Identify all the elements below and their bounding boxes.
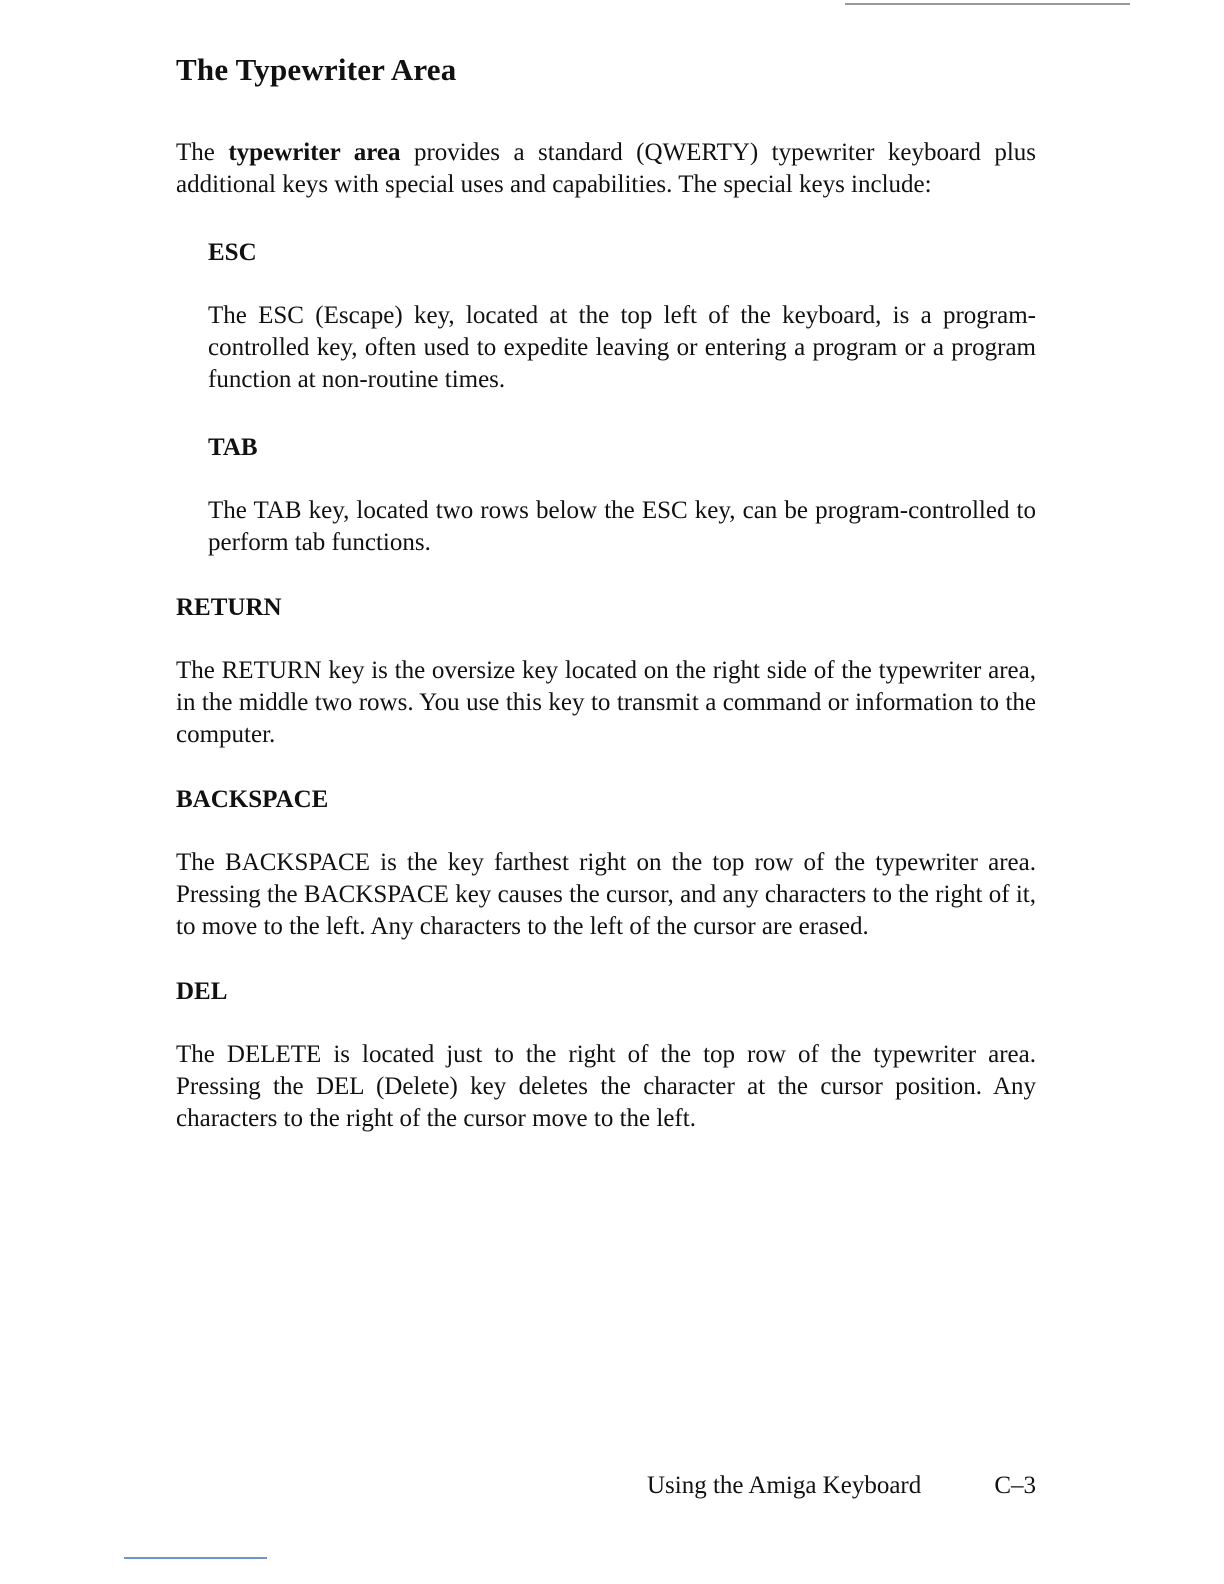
footer-title: Using the Amiga Keyboard [647,1472,922,1499]
intro-prefix: The [176,139,229,166]
section-del-text: The DELETE is located just to the right of the top row of the typewriter area. Pressing the DEL (Delete) key deletes the character at the cursor position. Any characters to the right of the cursor move to the left. [176,1041,1036,1132]
section-return-text: The RETURN key is the oversize key located on the right side of the typewriter area, in the middle two rows. You use this key to transmit a command or information to the computer. [176,657,1036,748]
section-esc-title: ESC [208,239,257,266]
section-return-title: RETURN [176,594,282,621]
section-del [176,976,1036,1135]
section-backspace [176,784,1036,943]
section-tab-title: TAB [208,434,258,461]
section-esc [176,237,1036,396]
section-backspace-title: BACKSPACE [176,786,329,813]
section-backspace-text: The BACKSPACE is the key farthest right on the top row of the typewriter area. Pressing the BACKSPACE key causes the cursor, and any characters to the right of it, to move to the left. Any characters to the left of the cursor are erased. [176,849,1036,940]
bottom-rule [124,1557,267,1559]
section-tab [176,432,1036,559]
section-esc-text: The ESC (Escape) key, located at the top left of the keyboard, is a program-controlled key, often used to expedite leaving or entering a program or a program function at non-routine times. [208,302,1036,393]
page-content [176,50,1036,1135]
intro-suffix: provides a standard (QWERTY) typewriter keyboard plus additional keys with special uses and capabilities. The special keys include: [176,139,1036,198]
page-footer [647,1470,1036,1502]
section-tab-text: The TAB key, located two rows below the ESC key, can be program-controlled to perform tab functions. [208,497,1036,556]
top-rule [845,3,1130,5]
intro-paragraph [176,137,1036,201]
intro-bold-term: typewriter area [228,139,401,166]
section-return [176,592,1036,751]
page-title: The Typewriter Area [176,52,457,87]
section-del-title: DEL [176,978,228,1005]
page-number: C–3 [994,1472,1036,1499]
